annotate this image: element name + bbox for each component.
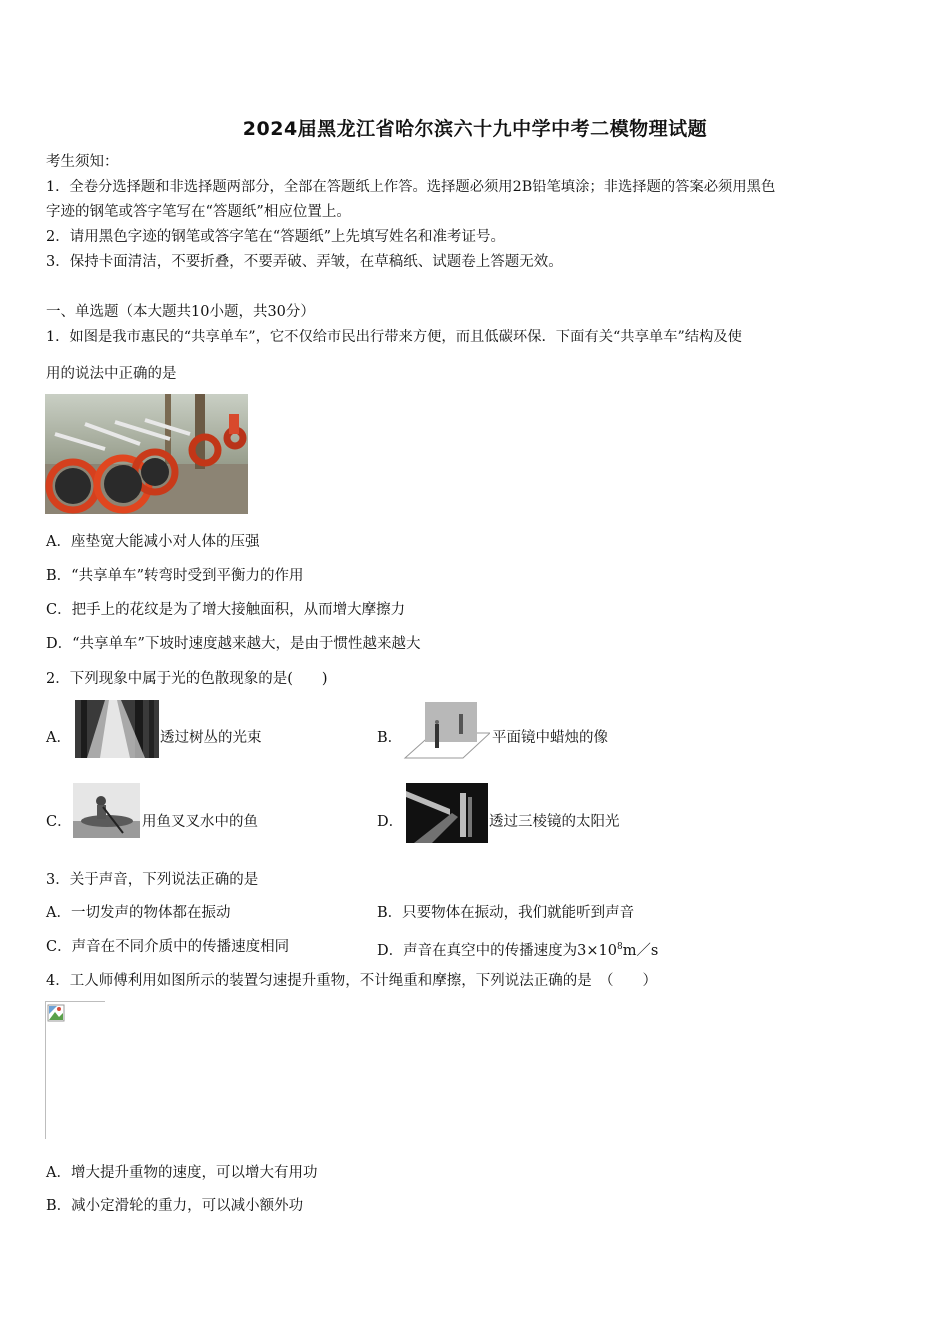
q1-option-d: D．“共享单车”下坡时速度越来越大，是由于惯性越来越大 [46, 636, 421, 652]
q2-option-d-label: D． [377, 814, 404, 830]
q4-option-b: B．减小定滑轮的重力，可以减小额外功 [46, 1198, 304, 1214]
light-beam-forest-photo [75, 700, 159, 758]
notice-line-1a: 1．全卷分选择题和非选择题两部分，全部在答题纸上作答。选择题必须用2B铅笔填涂；非选择题的答案必须用黑色 [46, 179, 776, 195]
q2-option-b-text: 平面镜中蜡烛的像 [492, 730, 608, 746]
q2-option-c-label: C． [46, 814, 72, 830]
q3-stem: 3．关于声音，下列说法正确的是 [46, 872, 259, 888]
q2-stem: 2．下列现象中属于光的色散现象的是( ) [46, 671, 328, 687]
q1-option-a: A．座垫宽大能减小对人体的压强 [46, 534, 260, 550]
q3-option-d: D．声音在真空中的传播速度为$3\times 10^8m/s$ [377, 942, 659, 959]
q1-option-b: B．“共享单车”转弯时受到平衡力的作用 [46, 568, 304, 584]
page-title: 2024届黑龙江省哈尔滨六十九中学中考二模物理试题 [242, 118, 708, 140]
section-heading: 一、单选题（本大题共10小题，共30分） [46, 304, 315, 320]
notice-line-2: 2．请用黑色字迹的钢笔或答字笔在“答题纸”上先填写姓名和准考证号。 [46, 229, 506, 245]
q1-option-c: C．把手上的花纹是为了增大接触面积，从而增大摩擦力 [46, 602, 406, 618]
q2-option-a-text: 透过树丛的光束 [160, 730, 262, 746]
fishing-spear-photo [73, 783, 140, 838]
notice-heading: 考生须知： [46, 154, 119, 170]
mirror-candle-diagram [403, 700, 490, 760]
broken-image-icon [48, 1005, 64, 1021]
q4-stem: 4．工人师傅利用如图所示的装置匀速提升重物，不计绳重和摩擦，下列说法正确的是 （ ） [46, 973, 657, 989]
prism-dispersion-photo [406, 783, 488, 843]
q3-option-b: B．只要物体在振动，我们就能听到声音 [377, 905, 635, 921]
q2-option-b-label: B． [377, 730, 403, 746]
q2-option-a-label: A． [46, 730, 71, 746]
bicycle-photo [45, 394, 248, 514]
broken-image-placeholder [45, 1001, 105, 1139]
q1-stem-cont: 用的说法中正确的是 [46, 366, 177, 382]
q2-option-d-text: 透过三棱镜的太阳光 [489, 814, 620, 830]
q3-option-a: A．一切发声的物体都在振动 [46, 905, 231, 921]
q3-option-c: C．声音在不同介质中的传播速度相同 [46, 939, 290, 955]
q1-stem: 1．如图是我市惠民的“共享单车”，它不仅给市民出行带来方便，而且低碳环保．下面有关“共享单车”结构及使 [46, 329, 742, 345]
notice-line-1b: 字迹的钢笔或答字笔写在“答题纸”相应位置上。 [46, 204, 351, 220]
q2-option-c-text: 用鱼叉叉水中的鱼 [142, 814, 258, 830]
q4-option-a: A．增大提升重物的速度，可以增大有用功 [46, 1165, 318, 1181]
notice-line-3: 3．保持卡面清洁，不要折叠，不要弄破、弄皱，在草稿纸、试题卷上答题无效。 [46, 254, 563, 270]
